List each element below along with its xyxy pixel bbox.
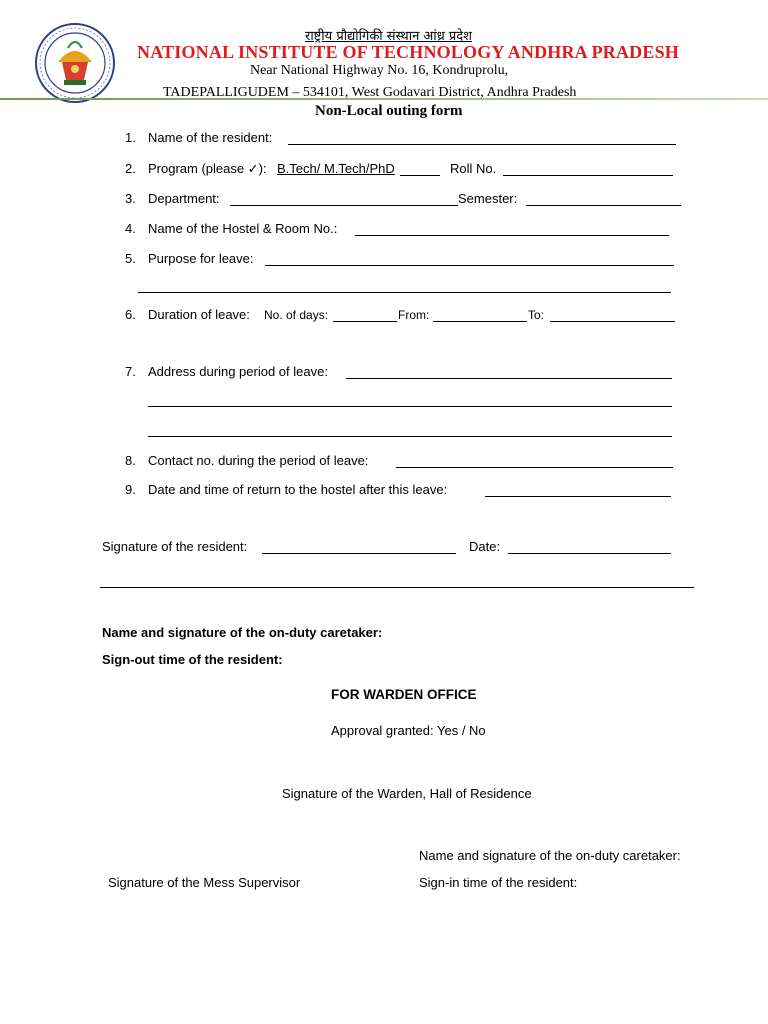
program-options[interactable]: B.Tech/ M.Tech/PhD: [277, 161, 395, 176]
field-9-number: 9.: [125, 482, 136, 497]
contact-line[interactable]: [396, 467, 673, 468]
date-line[interactable]: [508, 553, 671, 554]
field-2-number: 2.: [125, 161, 136, 176]
resident-signature-line[interactable]: [262, 553, 456, 554]
caretaker-signature-label: Name and signature of the on-duty caretaker:: [102, 625, 383, 640]
field-1-number: 1.: [125, 130, 136, 145]
approval-granted-text: Approval granted: Yes / No: [331, 723, 486, 738]
signin-caretaker-signature-label: Name and signature of the on-duty caretaker:: [419, 848, 681, 863]
signout-time-label: Sign-out time of the resident:: [102, 652, 283, 667]
hostel-room-line[interactable]: [355, 235, 669, 236]
form-title: Non-Local outing form: [315, 103, 463, 119]
from-label: From:: [398, 308, 430, 322]
field-8-number: 8.: [125, 453, 136, 468]
field-8-label: Contact no. during the period of leave:: [148, 453, 369, 468]
field-3-number: 3.: [125, 191, 136, 206]
date-label: Date:: [469, 539, 501, 554]
from-line[interactable]: [433, 321, 527, 322]
address-line-a[interactable]: [346, 378, 672, 379]
to-label: To:: [528, 308, 545, 322]
field-6-number: 6.: [125, 307, 136, 322]
semester-label: Semester:: [458, 191, 518, 206]
warden-signature-label: Signature of the Warden, Hall of Residence: [282, 786, 532, 801]
field-5-number: 5.: [125, 251, 136, 266]
field-2-label: Program (please ✓):: [148, 161, 267, 176]
program-blank-line: [400, 175, 440, 176]
field-5-label: Purpose for leave:: [148, 251, 254, 266]
field-7-number: 7.: [125, 364, 136, 379]
field-1-label: Name of the resident:: [148, 130, 273, 145]
field-7-label: Address during period of leave:: [148, 364, 328, 379]
address-line-c[interactable]: [148, 436, 672, 437]
semester-line[interactable]: [526, 205, 681, 206]
field-4-label: Name of the Hostel & Room No.:: [148, 221, 338, 236]
address-line-b[interactable]: [148, 406, 672, 407]
to-line[interactable]: [550, 321, 675, 322]
section-divider: [100, 587, 694, 588]
department-line[interactable]: [230, 205, 458, 206]
roll-no-label: Roll No.: [450, 161, 497, 176]
days-line[interactable]: [333, 321, 397, 322]
resident-name-line[interactable]: [288, 144, 676, 145]
roll-no-line[interactable]: [503, 175, 673, 176]
field-9-label: Date and time of return to the hostel after this leave:: [148, 482, 448, 497]
institute-name: NATIONAL INSTITUTE OF TECHNOLOGY ANDHRA PRADESH: [137, 42, 679, 62]
address-line-2: TADEPALLIGUDEM – 534101, West Godavari District, Andhra Pradesh: [163, 85, 577, 100]
address-line-1: Near National Highway No. 16, Kondruprolu,: [250, 63, 509, 78]
field-3-label: Department:: [148, 191, 220, 206]
warden-office-heading: FOR WARDEN OFFICE: [331, 687, 477, 702]
resident-signature-label: Signature of the resident:: [102, 539, 248, 554]
days-label: No. of days:: [264, 308, 329, 322]
purpose-line-1[interactable]: [265, 265, 674, 266]
field-4-number: 4.: [125, 221, 136, 236]
hindi-institute-title: राष्ट्रीय प्रौद्योगिकी संस्थान आंध्र प्रदेश: [305, 29, 472, 44]
field-6-label: Duration of leave:: [148, 307, 250, 322]
signin-time-label: Sign-in time of the resident:: [419, 875, 578, 890]
mess-supervisor-signature-label: Signature of the Mess Supervisor: [108, 875, 301, 890]
purpose-line-2[interactable]: [138, 292, 671, 293]
return-date-line[interactable]: [485, 496, 671, 497]
nit-logo-seal-icon: [34, 22, 116, 104]
